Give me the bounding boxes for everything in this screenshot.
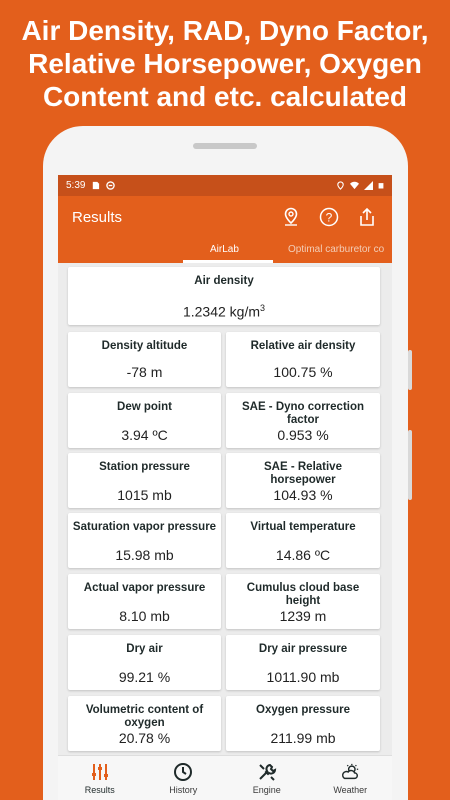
headline-line-1: Air Density, RAD, Dyno Factor, [21, 15, 429, 46]
weather-cloud-sun-icon [340, 762, 360, 782]
battery-icon [378, 181, 384, 190]
card-value: 1015 mb [117, 487, 172, 503]
wrench-icon [257, 762, 277, 782]
status-time: 5:39 [66, 180, 86, 191]
card-label: Saturation vapor pressure [72, 521, 217, 533]
card-virtual-temperature [226, 513, 380, 568]
card-value: 14.86 ºC [275, 547, 331, 563]
tab-airlab[interactable]: AirLab [210, 244, 239, 255]
tab-bar [58, 238, 392, 263]
card-air-density [68, 267, 380, 325]
card-value: 99.21 % [118, 669, 171, 685]
card-value: 15.98 mb [115, 547, 174, 563]
card-volumetric-oxygen [68, 696, 221, 751]
card-label: Cumulus cloud base height [246, 582, 360, 607]
location-pin-icon[interactable] [280, 206, 302, 228]
card-value: 8.10 mb [119, 608, 170, 624]
card-dew-point [68, 393, 221, 448]
nav-engine[interactable] [225, 756, 309, 800]
nav-label: Engine [252, 784, 281, 795]
active-tab-indicator [183, 260, 273, 263]
card-sae-relative-horsepower [226, 453, 380, 508]
card-sae-dyno-factor [226, 393, 380, 448]
card-label: Virtual temperature [250, 521, 356, 533]
card-value: 1239 m [279, 608, 327, 624]
card-label: Oxygen pressure [256, 704, 350, 716]
card-actual-vapor-pressure [68, 574, 221, 629]
card-value: 0.953 % [277, 427, 329, 443]
sliders-icon [90, 762, 110, 782]
app-screen [58, 175, 392, 800]
card-value: 1011.90 mb [266, 669, 340, 685]
card-label: Dry air [126, 643, 163, 655]
card-dry-air-pressure [226, 635, 380, 690]
card-label: Density altitude [101, 340, 188, 352]
card-value: 20.78 % [118, 730, 171, 746]
card-saturation-vapor-pressure [68, 513, 221, 568]
card-value: 211.99 mb [270, 730, 336, 746]
card-label: Air density [194, 275, 254, 287]
location-status-icon [336, 181, 345, 190]
nav-results[interactable] [58, 756, 142, 800]
phone-power-button [408, 430, 412, 500]
card-cumulus-cloud-base [226, 574, 380, 629]
card-station-pressure [68, 453, 221, 508]
card-label: SAE - Dyno correction factor [241, 401, 365, 426]
card-relative-air-density [226, 332, 380, 387]
svg-text:?: ? [325, 210, 333, 225]
share-icon[interactable] [356, 206, 378, 228]
card-label: Station pressure [99, 461, 190, 473]
nav-label: Weather [333, 784, 368, 795]
card-oxygen-pressure [226, 696, 380, 751]
help-icon[interactable] [318, 206, 340, 228]
nav-weather[interactable] [309, 756, 393, 800]
clock-icon [173, 762, 193, 782]
card-label: Actual vapor pressure [83, 582, 206, 594]
card-value: 3.94 ºC [121, 427, 168, 443]
promo-headline [0, 14, 450, 113]
nav-label: History [169, 784, 198, 795]
dnd-icon [106, 181, 115, 190]
card-value: -78 m [126, 364, 163, 380]
card-value: 1.2342 $kg/m^3$ [182, 303, 266, 320]
card-label: SAE - Relative horsepower [264, 461, 342, 486]
card-value: 104.93 % [273, 487, 333, 503]
signal-icon [364, 181, 373, 190]
card-dry-air [68, 635, 221, 690]
sim-card-icon [91, 181, 100, 190]
app-bar-title: Results [72, 208, 123, 226]
card-label: Dew point [117, 401, 172, 413]
card-label: Relative air density [250, 340, 356, 352]
card-label: Volumetric content of oxygen [85, 704, 204, 729]
nav-label: Results [84, 784, 115, 795]
headline-line-2: Relative Horsepower, Oxygen [28, 48, 422, 79]
phone-speaker [193, 143, 257, 149]
card-value: 100.75 % [273, 364, 333, 380]
wifi-icon [350, 181, 359, 190]
card-density-altitude [68, 332, 221, 387]
bottom-navigation [58, 755, 392, 800]
headline-line-3: Content and etc. calculated [42, 81, 408, 112]
app-bar [58, 196, 392, 238]
card-label: Dry air pressure [258, 643, 348, 655]
nav-history[interactable] [142, 756, 226, 800]
tab-optimal-carburetor[interactable]: Optimal carburetor co [288, 244, 385, 255]
status-bar [58, 175, 392, 196]
phone-volume-button [408, 350, 412, 390]
